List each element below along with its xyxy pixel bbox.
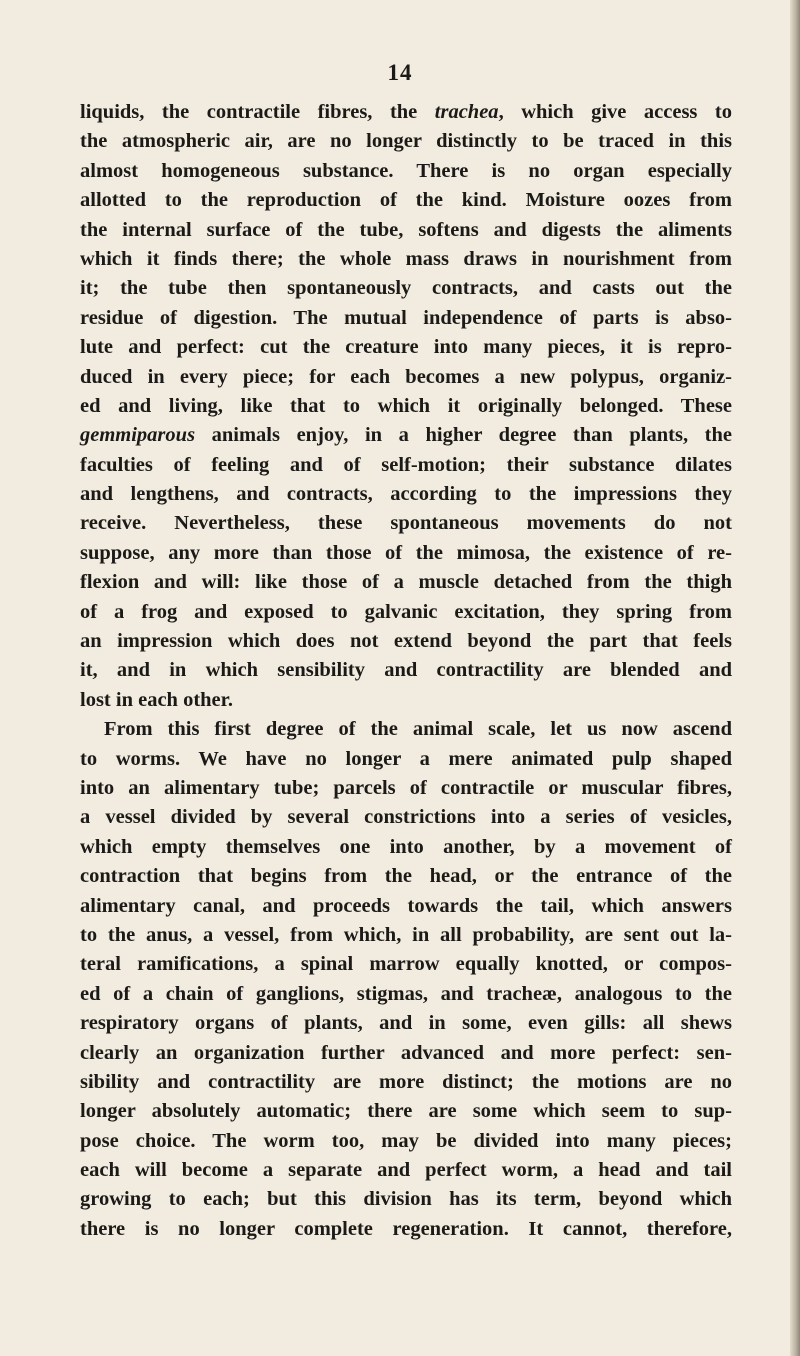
text-line — [80, 892, 732, 921]
text-segment: animals enjoy, in a higher degree than plants, the — [195, 424, 732, 447]
text-segment: flexion and will: like those of a muscle detached from the thigh — [80, 571, 732, 594]
text-line — [80, 950, 732, 979]
text-line — [80, 363, 732, 392]
text-segment: ed of a chain of ganglions, stigmas, and tracheæ, analogous to the — [80, 982, 732, 1005]
text-line — [80, 1215, 732, 1244]
text-line — [80, 921, 732, 950]
text-segment: the atmospheric air, are no longer distinctly to be traced in this — [80, 130, 732, 153]
text-segment: lost in each other. — [80, 688, 233, 711]
text-line — [80, 451, 732, 480]
text-segment: there is no longer complete regeneration. It cannot, therefore, — [80, 1217, 732, 1240]
text-line — [80, 127, 732, 156]
text-segment: , which give access to — [498, 101, 732, 123]
text-segment: clearly an organization further advanced and more perfect: sen- — [80, 1041, 732, 1064]
text-line — [80, 656, 732, 685]
text-segment: ed and living, like that to which it originally belonged. These — [80, 394, 732, 417]
text-segment: of a frog and exposed to galvanic excitation, they spring from — [80, 600, 732, 623]
text-segment: it, and in which sensibility and contractility are blended and — [80, 659, 732, 682]
text-segment: respiratory organs of plants, and in some, even gills: all shews — [80, 1012, 732, 1035]
page-edge — [790, 0, 800, 1356]
text-segment: suppose, any more than those of the mimosa, the existence of re- — [80, 541, 732, 564]
page-number: 14 — [387, 60, 413, 85]
text-line — [80, 803, 732, 832]
text-line — [80, 1039, 732, 1068]
text-line — [80, 1185, 732, 1214]
text-line — [80, 1156, 732, 1185]
text-line — [80, 1009, 732, 1038]
text-line — [80, 833, 732, 862]
text-line — [80, 1127, 732, 1156]
text-line — [80, 627, 732, 656]
text-line — [80, 774, 732, 803]
text-line — [80, 598, 732, 627]
text-segment: From this first degree of the animal scale, let us now ascend — [104, 718, 732, 741]
text-line — [80, 862, 732, 891]
text-segment: and lengthens, and contracts, according to the impressions they — [80, 483, 732, 506]
italic-term: trachea — [434, 101, 499, 123]
text-segment: it; the tube then spontaneously contracts, and casts out the — [80, 277, 732, 300]
text-segment: to the anus, a vessel, from which, in all probability, are sent out la- — [80, 923, 732, 946]
text-line — [80, 480, 732, 509]
text-segment: into an alimentary tube; parcels of contractile or muscular fibres, — [80, 776, 732, 799]
text-line — [80, 539, 732, 568]
text-segment: the internal surface of the tube, softens and digests the aliments — [80, 218, 732, 241]
text-line — [80, 715, 732, 744]
text-segment: almost homogeneous substance. There is no organ especially — [80, 159, 732, 182]
text-line — [80, 509, 732, 538]
text-segment: which empty themselves one into another, by a movement of — [80, 835, 732, 858]
italic-term: gemmiparous — [80, 424, 196, 447]
text-segment: contraction that begins from the head, or the entrance of the — [80, 865, 732, 888]
text-line — [80, 745, 732, 774]
text-segment: longer absolutely automatic; there are some which seem to sup- — [80, 1100, 732, 1123]
text-segment: allotted to the reproduction of the kind. Moisture oozes from — [80, 189, 732, 212]
text-line — [80, 980, 732, 1009]
text-segment: pose choice. The worm too, may be divided into many pieces; — [80, 1129, 732, 1152]
text-segment: lute and perfect: cut the creature into many pieces, it is repro- — [80, 336, 732, 359]
text-line — [80, 98, 732, 127]
text-line — [80, 216, 732, 245]
body-text — [80, 98, 732, 1244]
text-segment: which it finds there; the whole mass draws in nourishment from — [80, 247, 732, 270]
text-segment: a vessel divided by several constrictions into a series of vesicles, — [80, 806, 732, 829]
text-segment: growing to each; but this division has its term, beyond which — [80, 1188, 732, 1211]
text-segment: alimentary canal, and proceeds towards the tail, which answers — [80, 894, 732, 917]
text-segment: faculties of feeling and of self-motion; their substance dilates — [80, 453, 732, 476]
text-line — [80, 1097, 732, 1126]
text-line — [80, 245, 732, 274]
text-segment: an impression which does not extend beyond the part that feels — [80, 630, 732, 653]
text-line — [80, 186, 732, 215]
text-segment: liquids, the contractile fibres, the — [80, 101, 435, 123]
text-segment: receive. Nevertheless, these spontaneous movements do not — [80, 512, 732, 535]
text-segment: teral ramifications, a spinal marrow equally knotted, or compos- — [80, 953, 732, 976]
text-line — [80, 421, 732, 450]
text-segment: each will become a separate and perfect worm, a head and tail — [80, 1159, 732, 1182]
text-segment: duced in every piece; for each becomes a new polypus, organiz- — [80, 365, 732, 388]
text-segment: residue of digestion. The mutual independence of parts is abso- — [80, 306, 732, 329]
text-line — [80, 568, 732, 597]
text-line — [80, 274, 732, 303]
text-line — [80, 392, 732, 421]
text-line — [80, 157, 732, 186]
text-segment: sibility and contractility are more distinct; the motions are no — [80, 1070, 732, 1093]
text-segment: to worms. We have no longer a mere animated pulp shaped — [80, 747, 732, 770]
text-line — [80, 686, 732, 715]
text-line — [80, 333, 732, 362]
text-line — [80, 1068, 732, 1097]
text-line — [80, 304, 732, 333]
